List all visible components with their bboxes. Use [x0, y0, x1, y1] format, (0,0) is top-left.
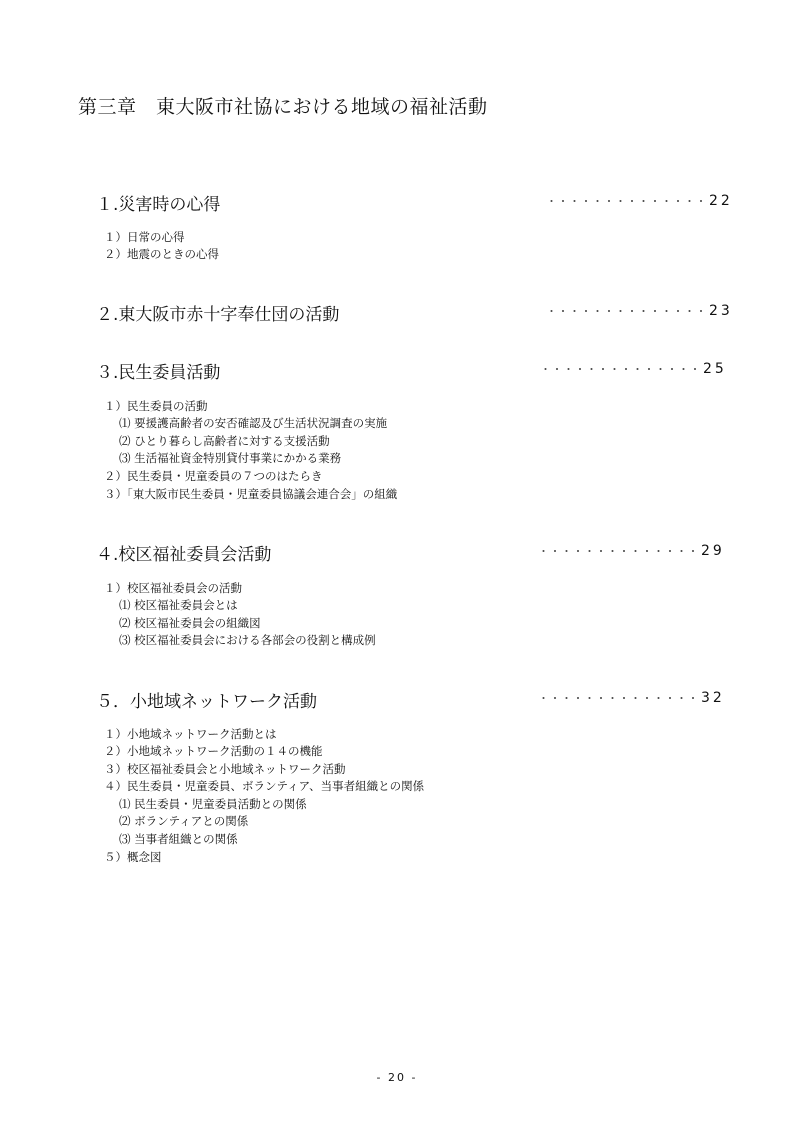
toc-item: ２）小地域ネットワーク活動の１４の機能: [104, 744, 323, 758]
section-title: ２.東大阪市赤十字奉仕団の活動: [96, 305, 340, 325]
toc-item: ⑶ 当事者組織との関係: [119, 832, 238, 846]
page-number: 32: [701, 690, 725, 706]
toc-item: ⑵ ひとり暮らし高齢者に対する支援活動: [119, 434, 330, 448]
section-title: ４.校区福祉委員会活動: [96, 545, 272, 565]
page-leader: [540, 361, 727, 377]
section-title: ５．小地域ネットワーク活動: [96, 692, 317, 712]
toc-item: ⑶ 校区福祉委員会における各部会の役割と構成例: [119, 633, 376, 647]
toc-item: ３）校区福祉委員会と小地域ネットワーク活動: [104, 762, 346, 776]
leader-dots: ・・・・・・・・・・・・・・: [546, 195, 707, 208]
toc-item: ⑵ 校区福祉委員会の組織図: [119, 616, 261, 630]
toc-item: １）民生委員の活動: [104, 399, 208, 413]
page-number: 23: [709, 303, 733, 319]
toc-item: １）日常の心得: [104, 230, 185, 244]
toc-item: １）校区福祉委員会の活動: [104, 581, 242, 595]
leader-dots: ・・・・・・・・・・・・・・: [546, 305, 707, 318]
section-title: ３.民生委員活動: [96, 363, 221, 383]
toc-item: ２）地震のときの心得: [104, 247, 219, 261]
toc-item: ⑶ 生活福祉資金特別貸付事業にかかる業務: [119, 451, 342, 465]
page-leader: [546, 193, 733, 209]
page-leader: [546, 303, 733, 319]
page-footer-number: - 20 -: [376, 1071, 418, 1084]
page-leader: [538, 690, 725, 706]
toc-item: ４）民生委員・児童委員、ボランティア、当事者組織との関係: [104, 779, 425, 793]
toc-item: ２）民生委員・児童委員の７つのはたらき: [104, 469, 323, 483]
page-number: 29: [701, 543, 725, 559]
chapter-title: 第三章 東大阪市社協における地域の福祉活動: [78, 96, 488, 118]
toc-item: ５）概念図: [104, 850, 162, 864]
toc-item: １）小地域ネットワーク活動とは: [104, 727, 277, 741]
leader-dots: ・・・・・・・・・・・・・・: [538, 545, 699, 558]
toc-item: ⑴ 要援護高齢者の安否確認及び生活状況調査の実施: [119, 416, 388, 430]
page-number: 22: [709, 193, 733, 209]
toc-item: ３）「東大阪市民生委員・児童委員協議会連合会」の組織: [104, 487, 398, 501]
section-title: １.災害時の心得: [96, 195, 221, 215]
toc-item: ⑴ 民生委員・児童委員活動との関係: [119, 797, 307, 811]
leader-dots: ・・・・・・・・・・・・・・: [538, 692, 699, 705]
page-leader: [538, 543, 725, 559]
toc-item: ⑵ ボランティアとの関係: [119, 814, 249, 828]
toc-item: ⑴ 校区福祉委員会とは: [119, 598, 238, 612]
page-number: 25: [703, 361, 727, 377]
leader-dots: ・・・・・・・・・・・・・・: [540, 363, 701, 376]
